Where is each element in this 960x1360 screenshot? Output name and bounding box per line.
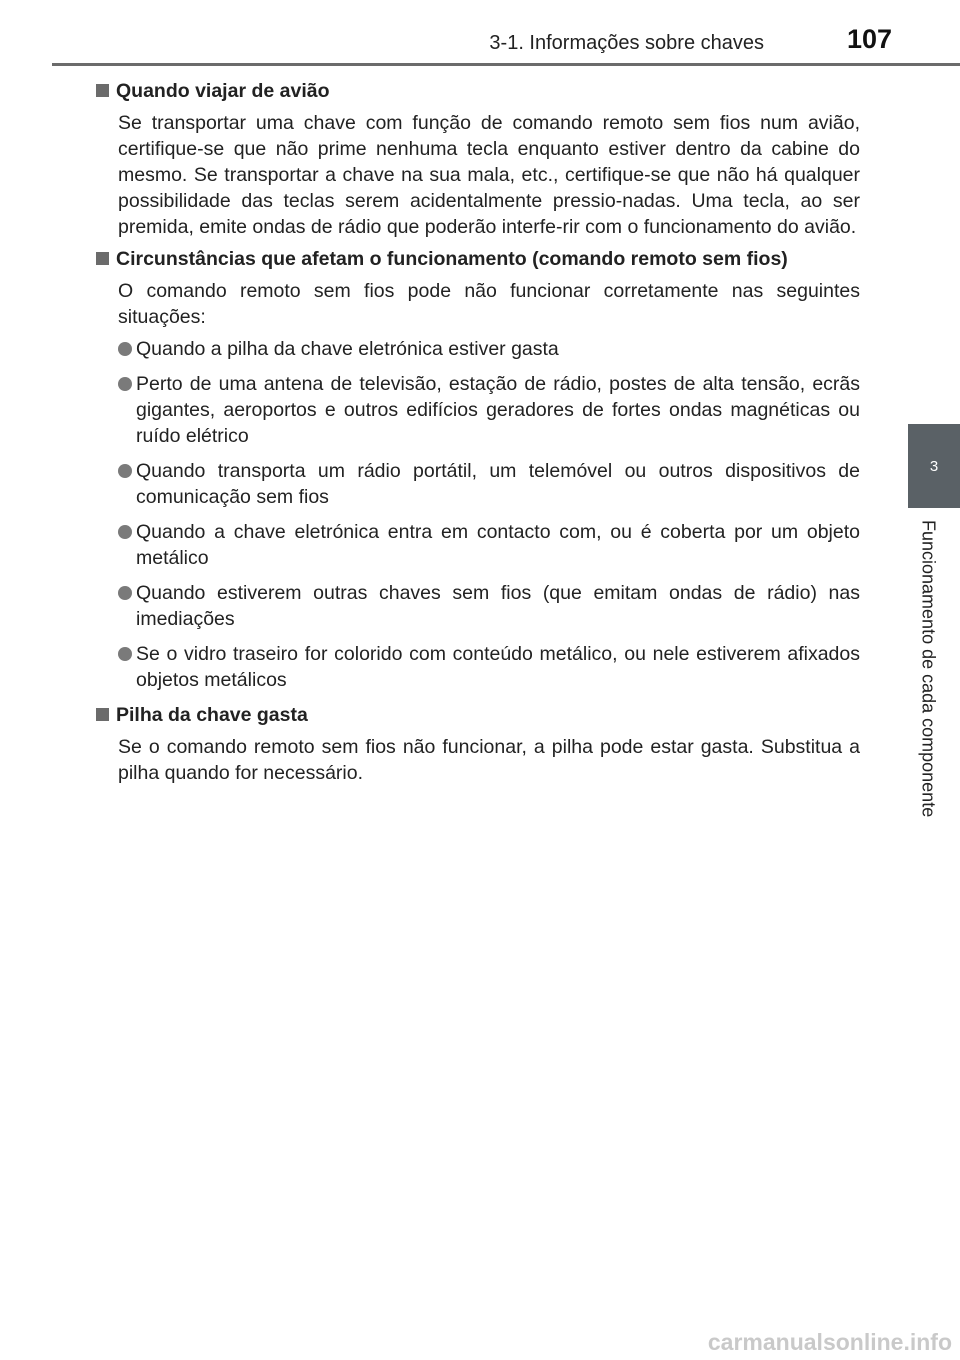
section-heading bbox=[96, 246, 860, 272]
list-item-text: Quando transporta um rádio portátil, um telemóvel ou outros dispositivos de comunicação sem fios bbox=[136, 460, 860, 508]
circle-bullet-icon bbox=[118, 464, 132, 478]
square-bullet-icon bbox=[96, 708, 109, 721]
section-circumstances bbox=[96, 246, 860, 693]
circle-bullet-icon bbox=[118, 525, 132, 539]
section-title: 3-1. Informações sobre chaves bbox=[489, 32, 764, 54]
header-rule bbox=[52, 63, 960, 66]
circle-bullet-icon bbox=[118, 377, 132, 391]
list-item-text: Quando a chave eletrónica entra em contacto com, ou é coberta por um objeto metálico bbox=[136, 521, 860, 569]
page-header bbox=[0, 0, 960, 66]
square-bullet-icon bbox=[96, 84, 109, 97]
page-content bbox=[96, 78, 860, 792]
section-air-travel bbox=[96, 78, 860, 240]
page-number: 107 bbox=[846, 24, 892, 54]
list-item-text: Quando estiverem outras chaves sem fios (que emitam ondas de rádio) nas imediações bbox=[136, 582, 860, 630]
list-item bbox=[96, 580, 860, 632]
square-bullet-icon bbox=[96, 252, 109, 265]
chapter-tab bbox=[908, 424, 960, 508]
list-item bbox=[96, 641, 860, 693]
section-heading bbox=[96, 702, 860, 728]
list-item bbox=[96, 336, 860, 362]
list-item bbox=[96, 371, 860, 449]
paragraph: Se o comando remoto sem fios não funcionar, a pilha pode estar gasta. Substitua a pilha quando for necessário. bbox=[118, 736, 860, 784]
paragraph: Se transportar uma chave com função de comando remoto sem fios num avião, certifique-se que não prime nenhuma tecla enquanto estiver dentro da cabine do mesmo. Se transportar a chave na sua mala, etc., certifique-se que não há qualquer possibilidade das teclas serem acidentalmente pressio-nadas. Uma tecla, ao ser premida, emite ondas de rádio que poderão interfe-rir com o funcionamento do avião. bbox=[118, 112, 860, 238]
section-heading bbox=[96, 78, 860, 104]
circle-bullet-icon bbox=[118, 647, 132, 661]
section-heading-text: Pilha da chave gasta bbox=[116, 704, 308, 726]
list-item-text: Quando a pilha da chave eletrónica estiver gasta bbox=[136, 338, 559, 360]
circle-bullet-icon bbox=[118, 586, 132, 600]
list-item bbox=[96, 519, 860, 571]
list-item bbox=[96, 458, 860, 510]
chapter-label bbox=[908, 520, 948, 860]
section-heading-text: Quando viajar de avião bbox=[116, 80, 330, 102]
section-dead-battery bbox=[96, 702, 860, 786]
paragraph: O comando remoto sem fios pode não funcionar corretamente nas seguintes situações: bbox=[118, 280, 860, 328]
circle-bullet-icon bbox=[118, 342, 132, 356]
list-item-text: Se o vidro traseiro for colorido com conteúdo metálico, ou nele estiverem afixados objetos metálicos bbox=[136, 643, 860, 691]
chapter-number: 3 bbox=[929, 457, 939, 475]
watermark: carmanualsonline.info bbox=[707, 1329, 952, 1355]
section-heading-text: Circunstâncias que afetam o funcionamento (comando remoto sem fios) bbox=[116, 248, 788, 270]
chapter-label-text: Funcionamento de cada componente bbox=[918, 520, 939, 818]
list-item-text: Perto de uma antena de televisão, estação de rádio, postes de alta tensão, ecrãs gigantes, aeroportos e outros edifícios geradores de fortes ondas magnéticas ou ruído elétrico bbox=[136, 373, 860, 447]
